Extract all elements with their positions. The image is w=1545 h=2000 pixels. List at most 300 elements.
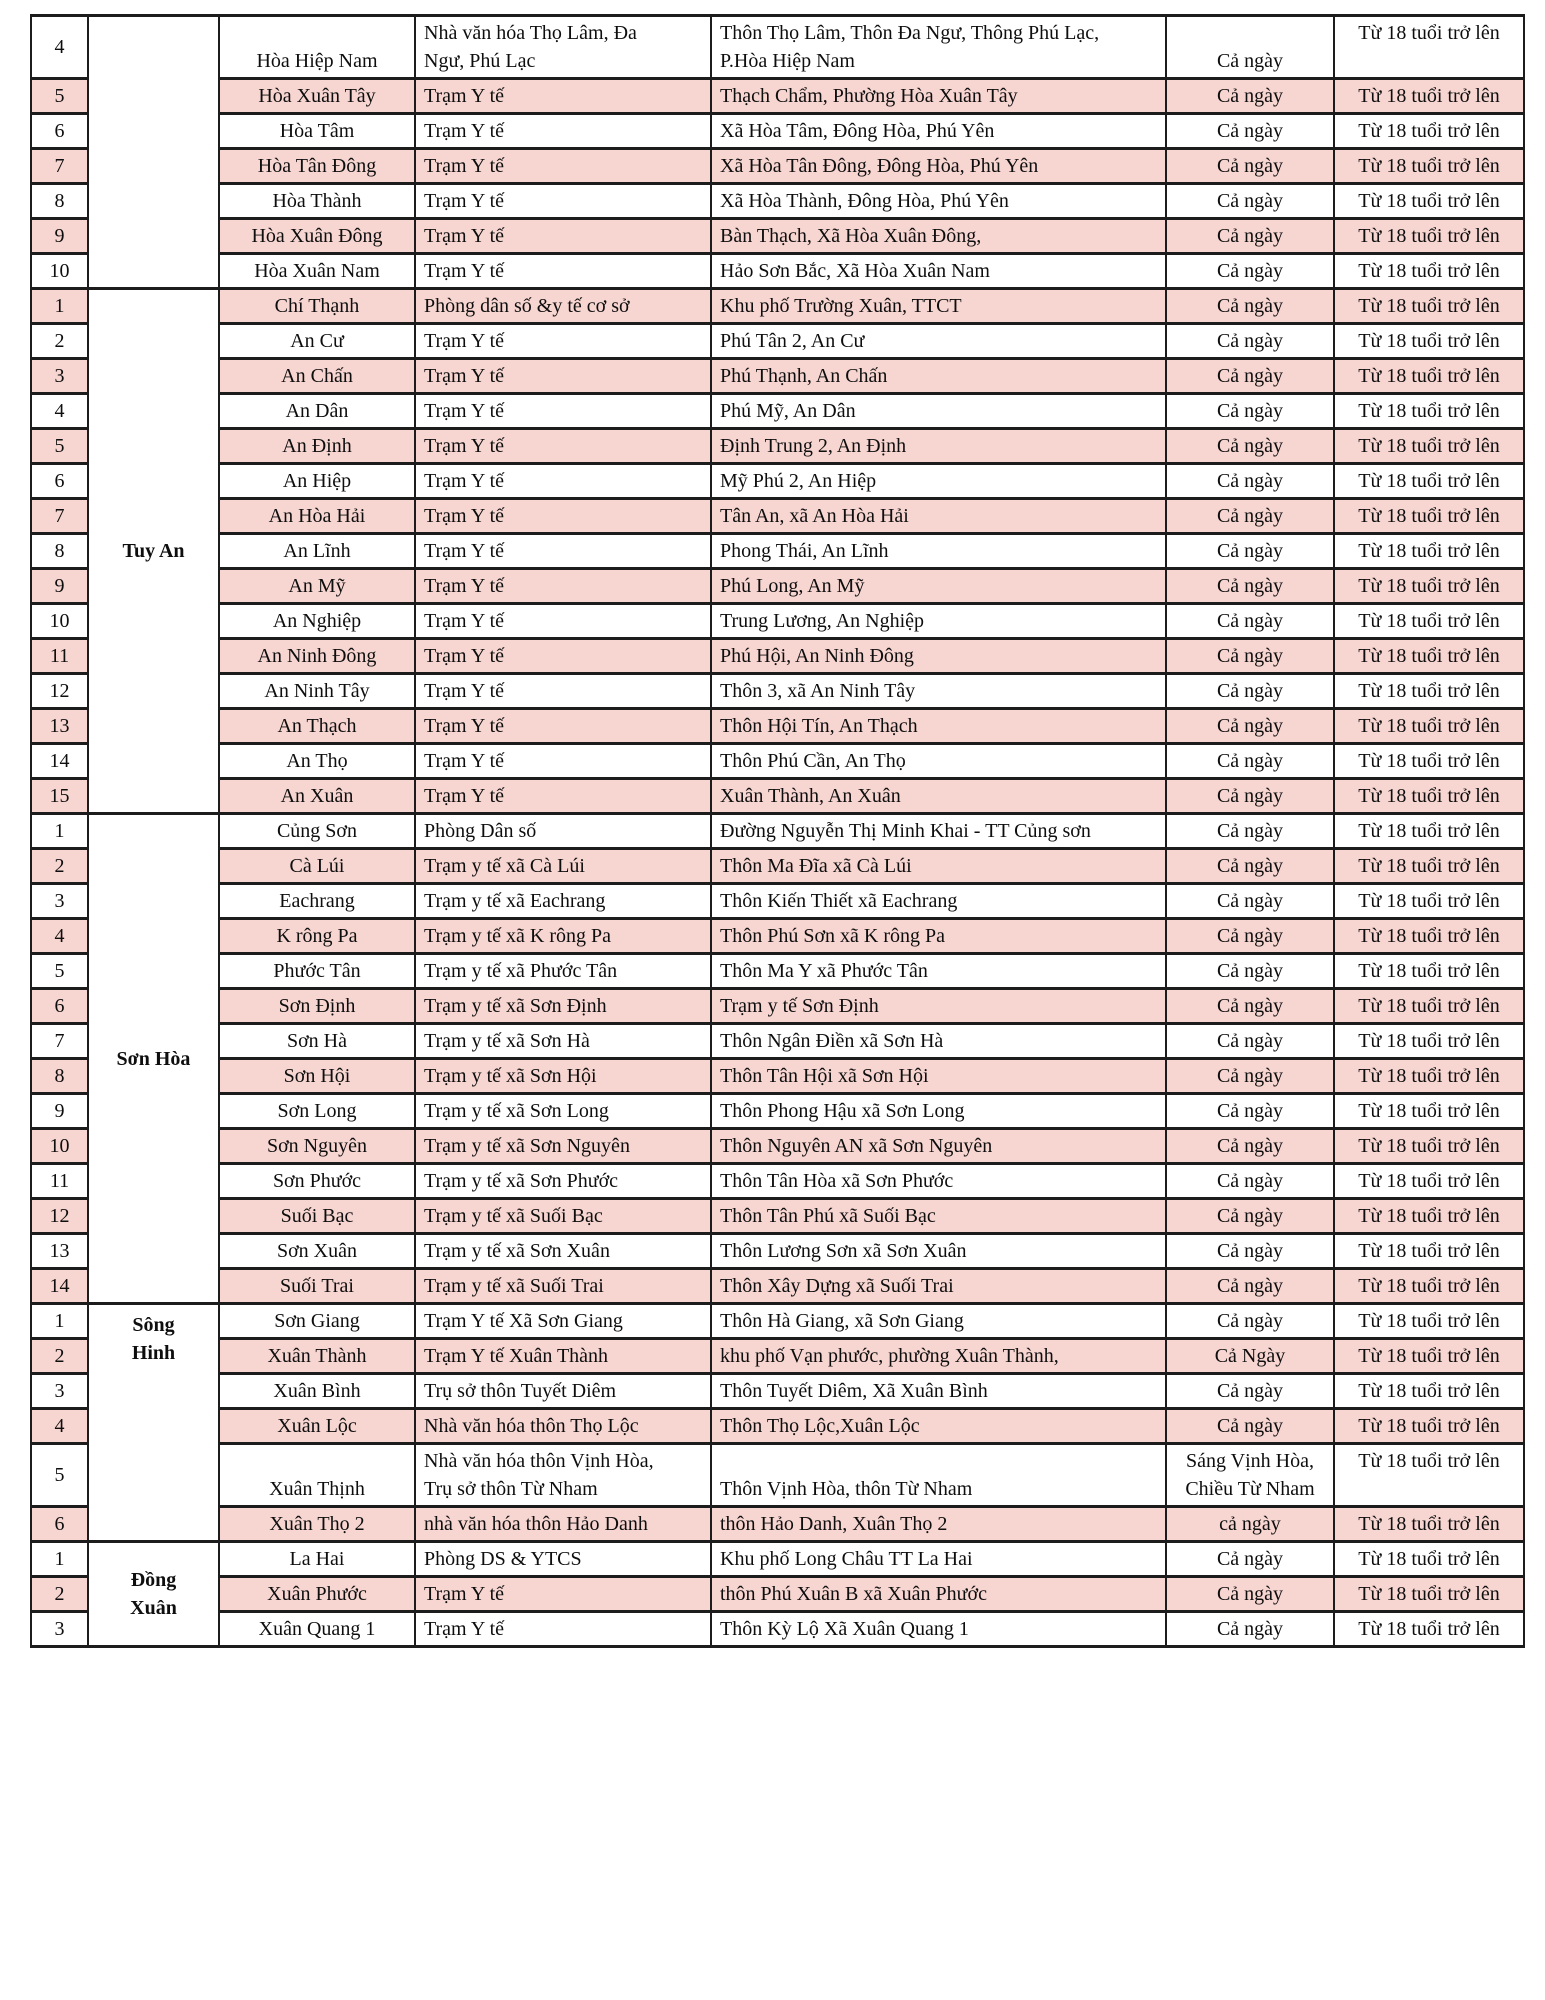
address-cell: [711, 884, 1166, 919]
row-number-cell-text: 4: [54, 925, 65, 947]
commune-cell: [219, 709, 415, 744]
table-row: [31, 849, 1524, 884]
location-cell-text: Phòng Dân số: [424, 820, 537, 842]
table-row: [31, 254, 1524, 289]
time-cell-text: Cả ngày: [1216, 1583, 1284, 1605]
district-label: Sông Hinh: [131, 1314, 176, 1364]
time-cell: [1166, 254, 1334, 289]
address-cell-text: Đường Nguyễn Thị Minh Khai - TT Củng sơn: [720, 820, 1091, 842]
table-row: [31, 744, 1524, 779]
time-cell: [1166, 499, 1334, 534]
location-cell-text: Trạm Y tế: [424, 435, 504, 457]
commune-cell: [219, 534, 415, 569]
location-cell-text: Trạm y tế xã Phước Tân: [424, 960, 618, 982]
row-number-cell: [31, 289, 88, 324]
location-cell: [415, 1304, 711, 1339]
row-number-cell: [31, 359, 88, 394]
age-cell-text: Từ 18 tuổi trở lên: [1358, 610, 1500, 632]
table-row: [31, 674, 1524, 709]
address-cell: [711, 254, 1166, 289]
time-cell-text: Cả ngày: [1216, 365, 1284, 387]
age-cell-text: Từ 18 tuổi trở lên: [1358, 505, 1500, 527]
location-cell: [415, 1577, 711, 1612]
commune-cell: [219, 1024, 415, 1059]
address-cell-text: Thôn Ngân Điền xã Sơn Hà: [720, 1030, 944, 1052]
location-cell-text: Trạm Y tế: [424, 680, 504, 702]
table-row: [31, 219, 1524, 254]
table-row: [31, 464, 1524, 499]
table-row: [31, 16, 1524, 79]
row-number-cell-text: 8: [54, 540, 65, 562]
row-number-cell: [31, 954, 88, 989]
commune-cell-text: An Ninh Đông: [257, 645, 377, 667]
location-cell-text: Trạm Y tế: [424, 155, 504, 177]
age-cell: [1334, 989, 1524, 1024]
row-number-cell: [31, 814, 88, 849]
age-cell-text: Từ 18 tuổi trở lên: [1358, 575, 1500, 597]
commune-cell: [219, 639, 415, 674]
address-cell: [711, 919, 1166, 954]
address-cell: [711, 464, 1166, 499]
age-cell: [1334, 1444, 1524, 1507]
location-cell: [415, 744, 711, 779]
commune-cell: [219, 289, 415, 324]
commune-cell-text: Chí Thạnh: [274, 295, 360, 317]
row-number-cell: [31, 394, 88, 429]
address-cell-text: Trung Lương, An Nghiệp: [720, 610, 925, 632]
commune-cell-text: Hòa Xuân Nam: [254, 260, 380, 282]
table-row: [31, 1542, 1524, 1577]
commune-cell-text: An Thạch: [277, 715, 357, 737]
location-cell-text: Trạm Y tế: [424, 330, 504, 352]
location-cell-text: Trạm y tế xã Sơn Hội: [424, 1065, 597, 1087]
location-cell: [415, 989, 711, 1024]
commune-cell-text: An Định: [282, 435, 352, 457]
row-number-cell: [31, 1444, 88, 1507]
commune-cell: [219, 219, 415, 254]
address-cell-text: Thôn Tuyết Diêm, Xã Xuân Bình: [720, 1380, 988, 1402]
table-row: [31, 184, 1524, 219]
age-cell-text: Từ 18 tuổi trở lên: [1358, 1240, 1500, 1262]
location-cell: [415, 114, 711, 149]
age-cell-text: Từ 18 tuổi trở lên: [1358, 1065, 1500, 1087]
address-cell-text: Thôn Ma Y xã Phước Tân: [720, 960, 928, 982]
time-cell: [1166, 1234, 1334, 1269]
address-cell: [711, 1234, 1166, 1269]
age-cell-text: Từ 18 tuổi trở lên: [1358, 22, 1500, 44]
row-number-cell: [31, 1024, 88, 1059]
row-number-cell-text: 6: [54, 470, 65, 492]
row-number-cell: [31, 709, 88, 744]
location-cell-text: Trạm y tế xã Suối Bạc: [424, 1205, 603, 1227]
time-cell-text: Cả ngày: [1216, 1380, 1284, 1402]
row-number-cell-text: 15: [49, 785, 70, 807]
age-cell: [1334, 1094, 1524, 1129]
time-cell-text: Cả ngày: [1216, 995, 1284, 1017]
time-cell: [1166, 849, 1334, 884]
commune-cell: [219, 1059, 415, 1094]
location-cell-text: Phòng dân số &y tế cơ sở: [424, 295, 630, 317]
age-cell: [1334, 219, 1524, 254]
table-row: [31, 1269, 1524, 1304]
row-number-cell-text: 13: [49, 1240, 70, 1262]
location-cell: [415, 429, 711, 464]
table-row: [31, 1164, 1524, 1199]
address-cell-text: Xã Hòa Tâm, Đông Hòa, Phú Yên: [720, 120, 995, 142]
time-cell: [1166, 394, 1334, 429]
address-cell-text: Thôn Ma Đĩa xã Cà Lúi: [720, 855, 912, 877]
age-cell: [1334, 849, 1524, 884]
row-number-cell: [31, 1612, 88, 1647]
commune-cell-text: Hòa Tân Đông: [257, 155, 377, 177]
commune-cell: [219, 464, 415, 499]
commune-cell: [219, 1409, 415, 1444]
row-number-cell-text: 11: [49, 1170, 70, 1192]
table-row: [31, 429, 1524, 464]
row-number-cell: [31, 534, 88, 569]
address-cell: [711, 1612, 1166, 1647]
commune-cell-text: Sơn Hội: [283, 1065, 351, 1087]
age-cell-text: Từ 18 tuổi trở lên: [1358, 190, 1500, 212]
table-row: [31, 359, 1524, 394]
row-number-cell-text: 9: [54, 575, 65, 597]
commune-cell-text: An Hiệp: [282, 470, 352, 492]
address-cell-text: Mỹ Phú 2, An Hiệp: [720, 470, 877, 492]
table-row: [31, 149, 1524, 184]
age-cell-text: Từ 18 tuổi trở lên: [1358, 855, 1500, 877]
row-number-cell-text: 14: [49, 750, 70, 772]
address-cell: [711, 1304, 1166, 1339]
time-cell-text: Cả ngày: [1216, 785, 1284, 807]
commune-cell-text: Sơn Xuân: [276, 1240, 358, 1262]
location-cell: [415, 779, 711, 814]
address-cell-text: Thôn Kỳ Lộ Xã Xuân Quang 1: [720, 1618, 969, 1640]
time-cell-text: Cả ngày: [1216, 820, 1284, 842]
time-cell-text: Cả ngày: [1216, 85, 1284, 107]
time-cell-text: Cả ngày: [1216, 190, 1284, 212]
age-cell-text: Từ 18 tuổi trở lên: [1358, 1345, 1500, 1367]
row-number-cell: [31, 429, 88, 464]
time-cell-text: Cả ngày: [1216, 610, 1284, 632]
row-number-cell: [31, 1507, 88, 1542]
age-cell: [1334, 464, 1524, 499]
table-row: [31, 639, 1524, 674]
age-cell: [1334, 394, 1524, 429]
row-number-cell-text: 9: [54, 1100, 65, 1122]
location-cell-text: Trạm y tế xã K rông Pa: [424, 925, 612, 947]
row-number-cell-text: 4: [54, 1415, 65, 1437]
age-cell: [1334, 114, 1524, 149]
time-cell-text: Cả ngày: [1216, 400, 1284, 422]
address-cell: [711, 79, 1166, 114]
time-cell: [1166, 1059, 1334, 1094]
table-row: [31, 779, 1524, 814]
vaccination-sites-table: [30, 14, 1525, 1648]
age-cell: [1334, 814, 1524, 849]
row-number-cell: [31, 254, 88, 289]
age-cell: [1334, 1059, 1524, 1094]
address-cell: [711, 394, 1166, 429]
row-number-cell: [31, 1094, 88, 1129]
location-cell-text: Trạm Y tế: [424, 750, 504, 772]
age-cell-text: Từ 18 tuổi trở lên: [1358, 225, 1500, 247]
table-row: [31, 79, 1524, 114]
address-cell: [711, 1339, 1166, 1374]
age-cell: [1334, 1304, 1524, 1339]
location-cell-text: Phòng DS & YTCS: [424, 1548, 582, 1570]
age-cell: [1334, 1129, 1524, 1164]
location-cell-text: Nhà văn hóa Thọ Lâm, Đa Ngư, Phú Lạc: [424, 22, 637, 72]
location-cell-text: Trạm Y tế: [424, 365, 504, 387]
commune-cell-text: Xuân Thành: [267, 1345, 367, 1367]
row-number-cell: [31, 499, 88, 534]
table-row: [31, 569, 1524, 604]
address-cell-text: Hảo Sơn Bắc, Xã Hòa Xuân Nam: [720, 260, 990, 282]
commune-cell: [219, 324, 415, 359]
address-cell: [711, 709, 1166, 744]
time-cell-text: Cả ngày: [1216, 295, 1284, 317]
commune-cell-text: An Mỹ: [288, 575, 346, 597]
row-number-cell-text: 4: [54, 36, 65, 58]
time-cell-text: Cả ngày: [1216, 1310, 1284, 1332]
table-row: [31, 814, 1524, 849]
district-cell: [88, 16, 219, 289]
location-cell: [415, 1129, 711, 1164]
location-cell-text: Trạm Y tế: [424, 505, 504, 527]
address-cell-text: Thôn Kiến Thiết xã Eachrang: [720, 890, 958, 912]
commune-cell: [219, 1577, 415, 1612]
address-cell: [711, 359, 1166, 394]
address-cell-text: Thôn Lương Sơn xã Sơn Xuân: [720, 1240, 967, 1262]
commune-cell: [219, 849, 415, 884]
time-cell-text: Cả ngày: [1216, 505, 1284, 527]
commune-cell-text: Xuân Thịnh: [269, 1478, 365, 1500]
row-number-cell-text: 2: [54, 1345, 65, 1367]
address-cell-text: Trạm y tế Sơn Định: [720, 995, 879, 1017]
location-cell: [415, 1164, 711, 1199]
age-cell-text: Từ 18 tuổi trở lên: [1358, 1100, 1500, 1122]
age-cell: [1334, 779, 1524, 814]
commune-cell-text: Hòa Xuân Tây: [258, 85, 376, 107]
location-cell: [415, 1409, 711, 1444]
location-cell-text: Trạm Y tế: [424, 575, 504, 597]
location-cell-text: Trạm Y tế: [424, 400, 504, 422]
commune-cell: [219, 919, 415, 954]
age-cell: [1334, 744, 1524, 779]
age-cell-text: Từ 18 tuổi trở lên: [1358, 1450, 1500, 1472]
age-cell-text: Từ 18 tuổi trở lên: [1358, 1170, 1500, 1192]
location-cell: [415, 534, 711, 569]
row-number-cell-text: 9: [54, 225, 65, 247]
address-cell: [711, 219, 1166, 254]
age-cell: [1334, 1234, 1524, 1269]
location-cell: [415, 604, 711, 639]
location-cell: [415, 1059, 711, 1094]
age-cell-text: Từ 18 tuổi trở lên: [1358, 925, 1500, 947]
table-row: [31, 1129, 1524, 1164]
commune-cell-text: Sơn Nguyên: [266, 1135, 368, 1157]
row-number-cell-text: 2: [54, 330, 65, 352]
address-cell: [711, 1024, 1166, 1059]
address-cell-text: Thôn Phong Hậu xã Sơn Long: [720, 1100, 965, 1122]
row-number-cell-text: 7: [54, 505, 65, 527]
age-cell: [1334, 954, 1524, 989]
location-cell: [415, 884, 711, 919]
row-number-cell-text: 8: [54, 190, 65, 212]
age-cell-text: Từ 18 tuổi trở lên: [1358, 1583, 1500, 1605]
age-cell-text: Từ 18 tuổi trở lên: [1358, 540, 1500, 562]
commune-cell-text: Sơn Hà: [286, 1030, 348, 1052]
location-cell-text: Trụ sở thôn Tuyết Diêm: [424, 1380, 617, 1402]
commune-cell: [219, 1507, 415, 1542]
age-cell: [1334, 1409, 1524, 1444]
time-cell: [1166, 1269, 1334, 1304]
address-cell-text: Thôn Hà Giang, xã Sơn Giang: [720, 1310, 964, 1332]
location-cell: [415, 1339, 711, 1374]
address-cell-text: Thôn Tân Hội xã Sơn Hội: [720, 1065, 929, 1087]
age-cell: [1334, 1612, 1524, 1647]
age-cell-text: Từ 18 tuổi trở lên: [1358, 1205, 1500, 1227]
row-number-cell-text: 5: [54, 960, 65, 982]
commune-cell-text: Sơn Định: [278, 995, 356, 1017]
row-number-cell: [31, 79, 88, 114]
age-cell: [1334, 1339, 1524, 1374]
address-cell-text: Thôn Vịnh Hòa, thôn Từ Nham: [720, 1478, 973, 1500]
address-cell: [711, 1059, 1166, 1094]
time-cell: [1166, 1164, 1334, 1199]
commune-cell: [219, 814, 415, 849]
location-cell-text: Trạm Y tế: [424, 85, 504, 107]
time-cell-text: Cả ngày: [1216, 330, 1284, 352]
row-number-cell-text: 3: [54, 890, 65, 912]
commune-cell: [219, 1339, 415, 1374]
time-cell-text: cả ngày: [1219, 1513, 1281, 1535]
row-number-cell-text: 7: [54, 155, 65, 177]
location-cell-text: Trạm Y tế: [424, 190, 504, 212]
commune-cell: [219, 1199, 415, 1234]
address-cell-text: Thôn Nguyên AN xã Sơn Nguyên: [720, 1135, 993, 1157]
location-cell: [415, 569, 711, 604]
time-cell: [1166, 1409, 1334, 1444]
age-cell-text: Từ 18 tuổi trở lên: [1358, 365, 1500, 387]
address-cell: [711, 114, 1166, 149]
address-cell: [711, 1269, 1166, 1304]
address-cell-text: Xuân Thành, An Xuân: [720, 785, 901, 807]
district-label: Đồng Xuân: [130, 1569, 177, 1619]
age-cell: [1334, 1024, 1524, 1059]
row-number-cell: [31, 184, 88, 219]
commune-cell: [219, 184, 415, 219]
table-row: [31, 289, 1524, 324]
age-cell: [1334, 324, 1524, 359]
row-number-cell: [31, 114, 88, 149]
location-cell: [415, 1507, 711, 1542]
location-cell: [415, 954, 711, 989]
age-cell-text: Từ 18 tuổi trở lên: [1358, 1513, 1500, 1535]
table-row: [31, 709, 1524, 744]
address-cell-text: khu phố Vạn phước, phường Xuân Thành,: [720, 1345, 1059, 1367]
location-cell-text: Trạm y tế xã Sơn Nguyên: [424, 1135, 630, 1157]
time-cell-text: Cả ngày: [1216, 715, 1284, 737]
address-cell-text: Phong Thái, An Lĩnh: [720, 540, 889, 562]
age-cell-text: Từ 18 tuổi trở lên: [1358, 1548, 1500, 1570]
commune-cell-text: Cà Lúi: [289, 855, 345, 877]
time-cell-text: Sáng Vịnh Hòa, Chiều Từ Nham: [1185, 1450, 1315, 1500]
table-row: [31, 1409, 1524, 1444]
time-cell: [1166, 324, 1334, 359]
location-cell-text: Trạm Y tế: [424, 785, 504, 807]
address-cell: [711, 989, 1166, 1024]
location-cell: [415, 394, 711, 429]
age-cell: [1334, 184, 1524, 219]
commune-cell: [219, 1164, 415, 1199]
address-cell: [711, 1164, 1166, 1199]
age-cell: [1334, 499, 1524, 534]
address-cell-text: thôn Phú Xuân B xã Xuân Phước: [720, 1583, 987, 1605]
time-cell: [1166, 779, 1334, 814]
time-cell-text: Cả ngày: [1216, 1100, 1284, 1122]
location-cell-text: Trạm y tế xã Sơn Long: [424, 1100, 609, 1122]
row-number-cell-text: 3: [54, 1380, 65, 1402]
table-row: [31, 534, 1524, 569]
table-row: [31, 1024, 1524, 1059]
age-cell-text: Từ 18 tuổi trở lên: [1358, 890, 1500, 912]
time-cell: [1166, 1374, 1334, 1409]
row-number-cell-text: 8: [54, 1065, 65, 1087]
commune-cell: [219, 429, 415, 464]
age-cell-text: Từ 18 tuổi trở lên: [1358, 1415, 1500, 1437]
row-number-cell: [31, 16, 88, 79]
commune-cell-text: Củng Sơn: [276, 820, 358, 842]
location-cell-text: Nhà văn hóa thôn Thọ Lộc: [424, 1415, 639, 1437]
row-number-cell-text: 12: [49, 1205, 70, 1227]
address-cell-text: Phú Hội, An Ninh Đông: [720, 645, 914, 667]
age-cell: [1334, 79, 1524, 114]
time-cell-text: Cả ngày: [1216, 120, 1284, 142]
row-number-cell: [31, 919, 88, 954]
address-cell-text: Xã Hòa Tân Đông, Đông Hòa, Phú Yên: [720, 155, 1039, 177]
row-number-cell-text: 1: [54, 1548, 65, 1570]
address-cell-text: Tân An, xã An Hòa Hải: [720, 505, 909, 527]
commune-cell-text: Hòa Thành: [272, 190, 362, 212]
location-cell: [415, 1234, 711, 1269]
commune-cell: [219, 499, 415, 534]
time-cell-text: Cả ngày: [1216, 1170, 1284, 1192]
address-cell-text: Thôn Tân Hòa xã Sơn Phước: [720, 1170, 954, 1192]
time-cell: [1166, 954, 1334, 989]
commune-cell-text: Xuân Lộc: [277, 1415, 357, 1437]
age-cell-text: Từ 18 tuổi trở lên: [1358, 680, 1500, 702]
commune-cell: [219, 16, 415, 79]
row-number-cell: [31, 569, 88, 604]
table-row: [31, 919, 1524, 954]
time-cell: [1166, 149, 1334, 184]
row-number-cell: [31, 744, 88, 779]
time-cell-text: Cả ngày: [1216, 260, 1284, 282]
time-cell: [1166, 464, 1334, 499]
commune-cell: [219, 569, 415, 604]
table-body: [31, 16, 1524, 1647]
time-cell-text: Cả ngày: [1216, 1548, 1284, 1570]
age-cell-text: Từ 18 tuổi trở lên: [1358, 1310, 1500, 1332]
table-row: [31, 1059, 1524, 1094]
commune-cell-text: Suối Bạc: [280, 1205, 354, 1227]
row-number-cell-text: 1: [54, 1310, 65, 1332]
location-cell-text: Trạm y tế xã Suối Trai: [424, 1275, 604, 1297]
address-cell: [711, 16, 1166, 79]
age-cell: [1334, 1577, 1524, 1612]
commune-cell-text: Eachrang: [279, 890, 355, 912]
